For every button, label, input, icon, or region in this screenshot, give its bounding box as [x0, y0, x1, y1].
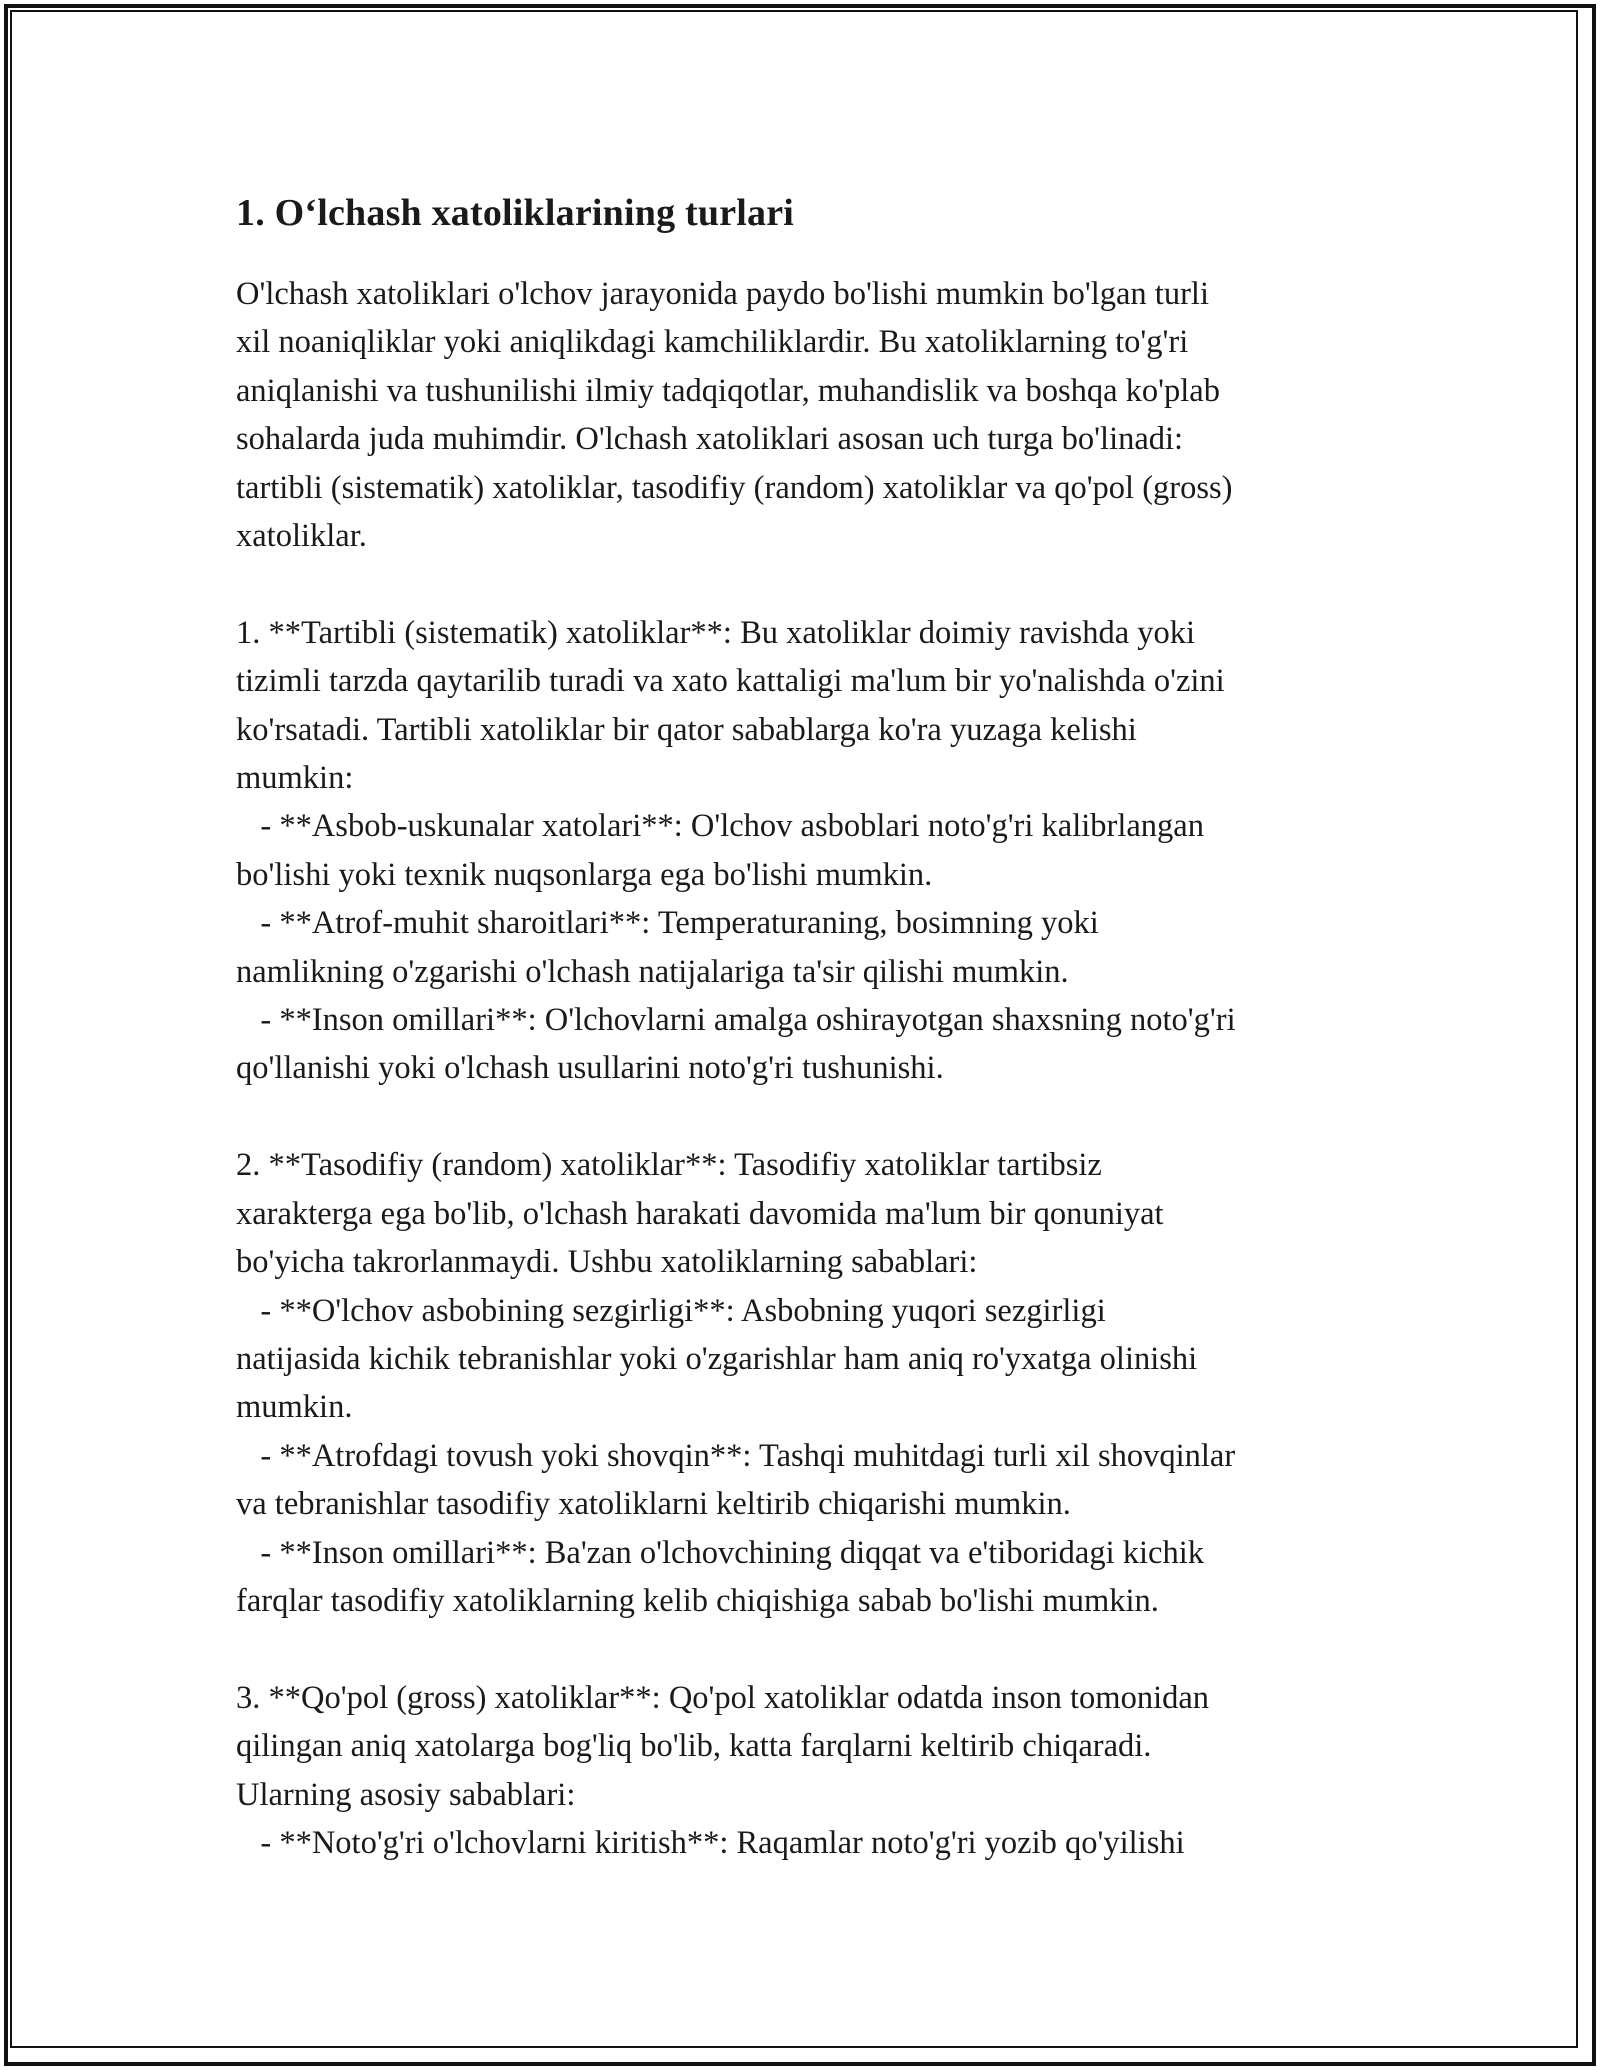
text-line: 2. **Tasodifiy (random) xatoliklar**: Tasodifiy xatoliklar tartibsiz [236, 1147, 1102, 1184]
document-body [236, 270, 1376, 1867]
text-line: bo'lishi yoki texnik nuqsonlarga ega bo'lishi mumkin. [236, 856, 933, 893]
text-line: tartibli (sistematik) xatoliklar, tasodifiy (random) xatoliklar va qo'pol (gross) [236, 469, 1233, 506]
text-line: 3. **Qo'pol (gross) xatoliklar**: Qo'pol xatoliklar odatda inson tomonidan [236, 1679, 1210, 1716]
text-line: xatoliklar. [236, 518, 367, 555]
paragraph-gap [236, 1093, 1376, 1141]
text-line: namlikning o'zgarishi o'lchash natijalariga ta'sir qilishi mumkin. [236, 953, 1069, 990]
text-line: sohalarda juda muhimdir. O'lchash xatoliklari asosan uch turga bo'linadi: [236, 421, 1184, 458]
text-line: - **Atrofdagi tovush yoki shovqin**: Tashqi muhitdagi turli xil shovqinlar [236, 1437, 1236, 1474]
text-line: - **Inson omillari**: O'lchovlarni amalga oshirayotgan shaxsning noto'g'ri [236, 1002, 1236, 1039]
text-line: va tebranishlar tasodifiy xatoliklarni keltirib chiqarishi mumkin. [236, 1486, 1071, 1523]
paragraph-gap [236, 560, 1376, 608]
text-line: xarakterga ega bo'lib, o'lchash harakati davomida ma'lum bir qonuniyat [236, 1195, 1164, 1232]
section-heading: 1. O‘lchash xatoliklarining turlari [236, 192, 795, 234]
text-line: xil noaniqliklar yoki aniqlikdagi kamchiliklardir. Bu xatoliklarning to'g'ri [236, 324, 1189, 361]
text-line: Ularning asosiy sabablari: [236, 1776, 576, 1813]
text-line: - **Asbob-uskunalar xatolari**: O'lchov asboblari noto'g'ri kalibrlangan [236, 808, 1204, 845]
text-line: - **Inson omillari**: Ba'zan o'lchovchining diqqat va e'tiboridagi kichik [236, 1534, 1204, 1571]
text-line: natijasida kichik tebranishlar yoki o'zgarishlar ham aniq ro'yxatga olinishi [236, 1340, 1198, 1377]
text-line: qilingan aniq xatolarga bog'liq bo'lib, katta farqlarni keltirib chiqaradi. [236, 1728, 1152, 1765]
text-line: - **Noto'g'ri o'lchovlarni kiritish**: Raqamlar noto'g'ri yozib qo'yilishi [236, 1824, 1185, 1861]
text-line: qo'llanishi yoki o'lchash usullarini noto'g'ri tushunishi. [236, 1050, 944, 1087]
document-page [236, 186, 1376, 1867]
text-line: aniqlanishi va tushunilishi ilmiy tadqiqotlar, muhandislik va boshqa ko'plab [236, 372, 1220, 409]
text-line: tizimli tarzda qaytarilib turadi va xato kattaligi ma'lum bir yo'nalishda o'zini [236, 663, 1225, 700]
text-line: O'lchash xatoliklari o'lchov jarayonida paydo bo'lishi mumkin bo'lgan turli [236, 276, 1209, 312]
text-line: ko'rsatadi. Tartibli xatoliklar bir qator sabablarga ko'ra yuzaga kelishi [236, 711, 1137, 748]
text-line: mumkin. [236, 1389, 353, 1426]
text-line: mumkin: [236, 760, 354, 797]
text-line: bo'yicha takrorlanmaydi. Ushbu xatoliklarning sabablari: [236, 1244, 978, 1281]
text-line: 1. **Tartibli (sistematik) xatoliklar**: Bu xatoliklar doimiy ravishda yoki [236, 614, 1196, 651]
paragraph-gap [236, 1625, 1376, 1673]
text-line: - **Atrof-muhit sharoitlari**: Temperaturaning, bosimning yoki [236, 905, 1099, 942]
text-line: farqlar tasodifiy xatoliklarning kelib chiqishiga sabab bo'lishi mumkin. [236, 1582, 1159, 1619]
text-line: - **O'lchov asbobining sezgirligi**: Asbobning yuqori sezgirligi [236, 1292, 1106, 1329]
